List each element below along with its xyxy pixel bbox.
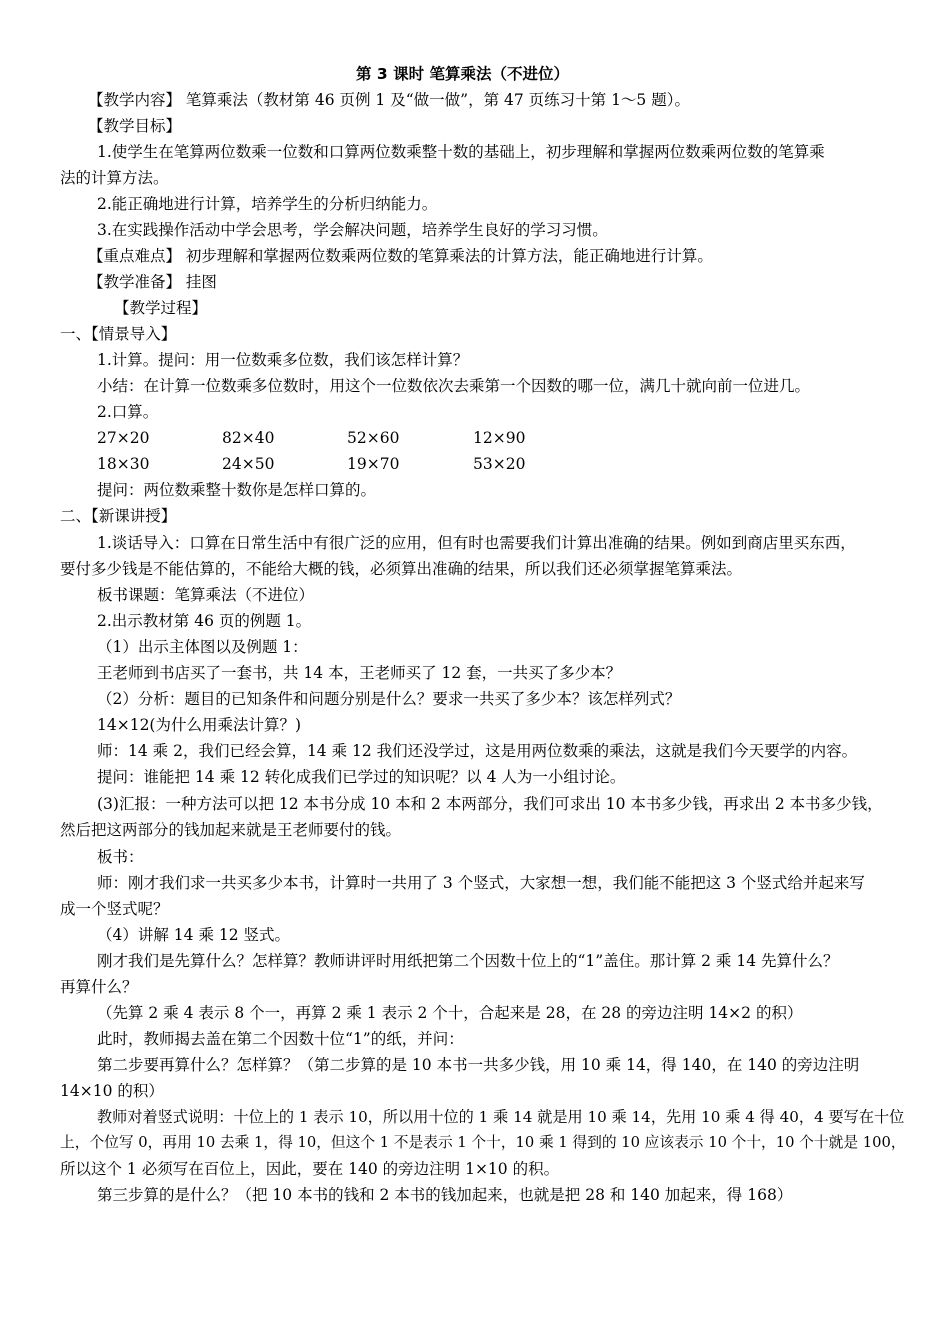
key-points: 【重点难点】 初步理解和掌握两位数乘两位数的笔算乘法的计算方法，能正确地进行计算。 bbox=[88, 247, 713, 265]
teaching-prep: 【教学准备】 挂图 bbox=[88, 273, 217, 291]
s2-example: 2.出示教材第 46 页的例题 1。 bbox=[97, 612, 312, 630]
s2-intro: 1.谈话导入：口算在日常生活中有很广泛的应用，但有时也需要我们计算出准确的结果。例如到商店里买东西， bbox=[97, 534, 856, 552]
goals-heading: 【教学目标】 bbox=[88, 117, 182, 135]
s2-step1-answer: （先算 2 乘 4 表示 8 个一，再算 2 乘 1 表示 2 个十，合起来是 28，在 28 的旁边注明 14×2 的积） bbox=[97, 1004, 803, 1022]
teaching-content: 【教学内容】 笔算乘法（教材第 46 页例 1 及“做一做”，第 47 页练习十第 1～5 题）。 bbox=[88, 91, 690, 109]
goal-3: 3.在实践操作活动中学会思考，学会解决问题，培养学生良好的学习习惯。 bbox=[97, 221, 608, 239]
s2-board: 板书： bbox=[97, 848, 144, 866]
s2-teacher: 师：14 乘 2，我们已经会算，14 乘 12 我们还没学过，这是用两位数乘的乘法，这就是我们今天要学的内容。 bbox=[97, 742, 858, 760]
s2-step2: 第二步要再算什么？怎样算？（第二步算的是 10 本书一共多少钱，用 10 乘 14，得 140，在 140 的旁边注明 bbox=[97, 1056, 860, 1074]
s2-step3: 第三步算的是什么？（把 10 本书的钱和 2 本书的钱加起来，也就是把 28 和 140 加起来，得 168） bbox=[97, 1186, 793, 1204]
calc-item: 18×30 bbox=[97, 455, 150, 473]
lesson-title: 第 3 课时 笔算乘法（不进位） bbox=[356, 65, 569, 83]
s2-expression: 14×12(为什么用乘法计算？) bbox=[97, 716, 302, 734]
s2-step2-cont: 14×10 的积） bbox=[60, 1082, 164, 1100]
s2-step1-question: 刚才我们是先算什么？怎样算？教师讲评时用纸把第二个因数十位上的“1”盖住。那计算 2 乘 14 先算什么？ bbox=[97, 952, 839, 970]
s2-step1-question-cont: 再算什么？ bbox=[60, 978, 138, 996]
s2-ask: 提问：谁能把 14 乘 12 转化成我们已学过的知识呢？以 4 人为一小组讨论。 bbox=[97, 768, 626, 786]
s2-explain-3: 所以这个 1 必须写在百位上，因此，要在 140 的旁边注明 1×10 的积。 bbox=[60, 1160, 560, 1178]
calc-item: 12×90 bbox=[473, 429, 526, 447]
calc-item: 53×20 bbox=[473, 455, 526, 473]
s2-teacher-2: 师：刚才我们求一共买多少本书，计算时一共用了 3 个竖式，大家想一想，我们能不能把这 3 个竖式给并起来写 bbox=[97, 874, 865, 892]
s2-board-title: 板书课题：笔算乘法（不进位） bbox=[97, 586, 315, 604]
s1-oral: 2.口算。 bbox=[97, 403, 159, 421]
s1-summary: 小结：在计算一位数乘多位数时，用这个一位数依次去乘第一个因数的哪一位，满几十就向前一位进几。 bbox=[97, 377, 811, 395]
s2-explain-2: 上，个位写 0，再用 10 去乘 1，得 10，但这个 1 不是表示 1 个十，10 乘 1 得到的 10 应该表示 10 个十，10 个十就是 100， bbox=[60, 1134, 906, 1151]
calc-item: 19×70 bbox=[347, 455, 400, 473]
goal-1-cont: 法的计算方法。 bbox=[60, 169, 169, 187]
calc-item: 82×40 bbox=[222, 429, 275, 447]
s2-story: 王老师到书店买了一套书，共 14 本，王老师买了 12 套，一共买了多少本？ bbox=[97, 664, 622, 682]
s2-report: (3)汇报：一种方法可以把 12 本书分成 10 本和 2 本两部分，我们可求出 10 本书多少钱，再求出 2 本书多少钱， bbox=[97, 795, 883, 813]
section-1-heading: 一、【情景导入】 bbox=[60, 325, 177, 343]
calc-item: 24×50 bbox=[222, 455, 275, 473]
calc-item: 52×60 bbox=[347, 429, 400, 447]
goal-1: 1.使学生在笔算两位数乘一位数和口算两位数乘整十数的基础上，初步理解和掌握两位数乘两位数的笔算乘 bbox=[97, 143, 825, 161]
s2-example-1: （1）出示主体图以及例题 1： bbox=[97, 638, 308, 656]
s2-analysis: （2）分析：题目的已知条件和问题分别是什么？要求一共买了多少本？该怎样列式？ bbox=[97, 690, 681, 708]
s2-intro-cont: 要付多少钱是不能估算的，不能给大概的钱，必须算出准确的结果，所以我们还必须掌握笔算乘法。 bbox=[60, 560, 743, 578]
s2-teacher-2-cont: 成一个竖式呢？ bbox=[60, 900, 169, 918]
s1-ask: 提问：两位数乘整十数你是怎样口算的。 bbox=[97, 481, 377, 499]
s2-explain-1: 教师对着竖式说明：十位上的 1 表示 10，所以用十位的 1 乘 14 就是用 10 乘 14，先用 10 乘 4 得 40，4 要写在十位 bbox=[97, 1108, 905, 1126]
process-heading: 【教学过程】 bbox=[114, 299, 208, 317]
s2-report-cont: 然后把这两部分的钱加起来就是王老师要付的钱。 bbox=[60, 821, 402, 839]
goal-2: 2.能正确地进行计算，培养学生的分析归纳能力。 bbox=[97, 195, 438, 213]
calc-row-1 bbox=[0, 427, 950, 449]
s1-question: 1.计算。提问：用一位数乘多位数，我们该怎样计算？ bbox=[97, 351, 469, 369]
s2-then: 此时，教师揭去盖在第二个因数十位“1”的纸，并问： bbox=[97, 1030, 464, 1048]
s2-explain-heading: （4）讲解 14 乘 12 竖式。 bbox=[97, 926, 291, 944]
calc-row-2 bbox=[0, 453, 950, 475]
calc-item: 27×20 bbox=[97, 429, 150, 447]
section-2-heading: 二、【新课讲授】 bbox=[60, 507, 177, 525]
